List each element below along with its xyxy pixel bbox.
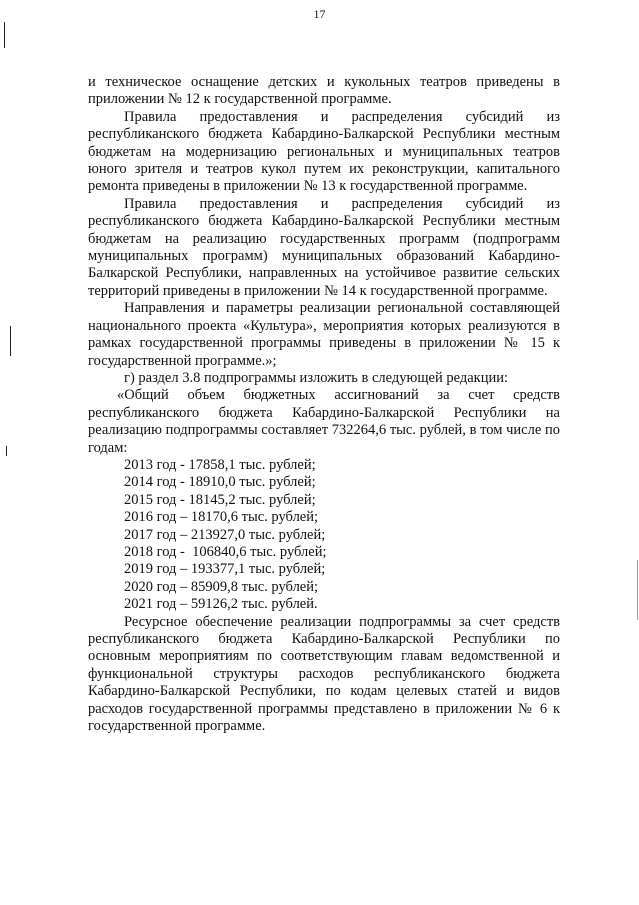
paragraph: Правила предоставления и распределения субсидий из республиканского бюджета Кабардино-Балкарской Республики местным бюджетам на реализацию государственных программ (подпрограмм муниципальных программ) муниципальных образований Кабардино-Балкарской Республики, направленных на устойчивое развитие сельских территорий приведены в приложении № 14 к государственной программе. bbox=[88, 195, 560, 299]
list-item: 2017 год – 213927,0 тыс. рублей; bbox=[124, 526, 326, 543]
list-item: 2014 год - 18910,0 тыс. рублей; bbox=[124, 474, 316, 491]
list-item: 2019 год – 193377,1 тыс. рублей; bbox=[124, 561, 326, 578]
scan-mark bbox=[637, 560, 638, 620]
yearly-budget-list bbox=[88, 457, 560, 614]
paragraph: Ресурсное обеспечение реализации подпрограммы за счет средств республиканского бюджета Кабардино-Балкарской Республики по основным мероприятиям по соответствующим главам ведомственной и функциональной структуры расходов республиканского бюджета Кабардино-Балкарской Республики, по кодам целевых статей и видов расходов государственной программы представлено в приложении № 6 к государственной программе. bbox=[88, 613, 560, 735]
paragraph: г) раздел 3.8 подпрограммы изложить в следующей редакции: bbox=[124, 369, 509, 386]
list-item: 2020 год – 85909,8 тыс. рублей; bbox=[124, 578, 319, 595]
page-number: 17 bbox=[313, 7, 326, 21]
paragraph: и техническое оснащение детских и кукольных театров приведены в приложении № 12 к государственной программе. bbox=[88, 74, 560, 108]
document-body bbox=[88, 74, 560, 735]
list-item: 2021 год – 59126,2 тыс. рублей. bbox=[124, 596, 318, 613]
list-item: 2018 год - 106840,6 тыс. рублей; bbox=[124, 543, 327, 560]
list-item: 2015 год - 18145,2 тыс. рублей; bbox=[124, 491, 316, 508]
scan-mark bbox=[10, 326, 11, 356]
paragraph: Правила предоставления и распределения субсидий из республиканского бюджета Кабардино-Балкарской Республики местным бюджетам на модернизацию региональных и муниципальных театров юного зрителя и театров кукол путем их реконструкции, капитального ремонта приведены в приложении № 13 к государственной программе. bbox=[88, 108, 560, 195]
paragraph: «Общий объем бюджетных ассигнований за счет средств республиканского бюджета Кабардино-Балкарской Республики на реализацию подпрограммы составляет 732264,6 тыс. рублей, в том числе по годам: bbox=[88, 387, 560, 456]
list-item: 2016 год – 18170,6 тыс. рублей; bbox=[124, 509, 319, 526]
scan-mark bbox=[6, 446, 7, 456]
scan-mark bbox=[4, 22, 5, 48]
paragraph: Направления и параметры реализации региональной составляющей национального проекта «Культура», мероприятия которых реализуются в рамках государственной программы приведены в приложении № 15 к государственной программе.»; bbox=[88, 300, 560, 369]
list-item: 2013 год - 17858,1 тыс. рублей; bbox=[124, 456, 316, 473]
